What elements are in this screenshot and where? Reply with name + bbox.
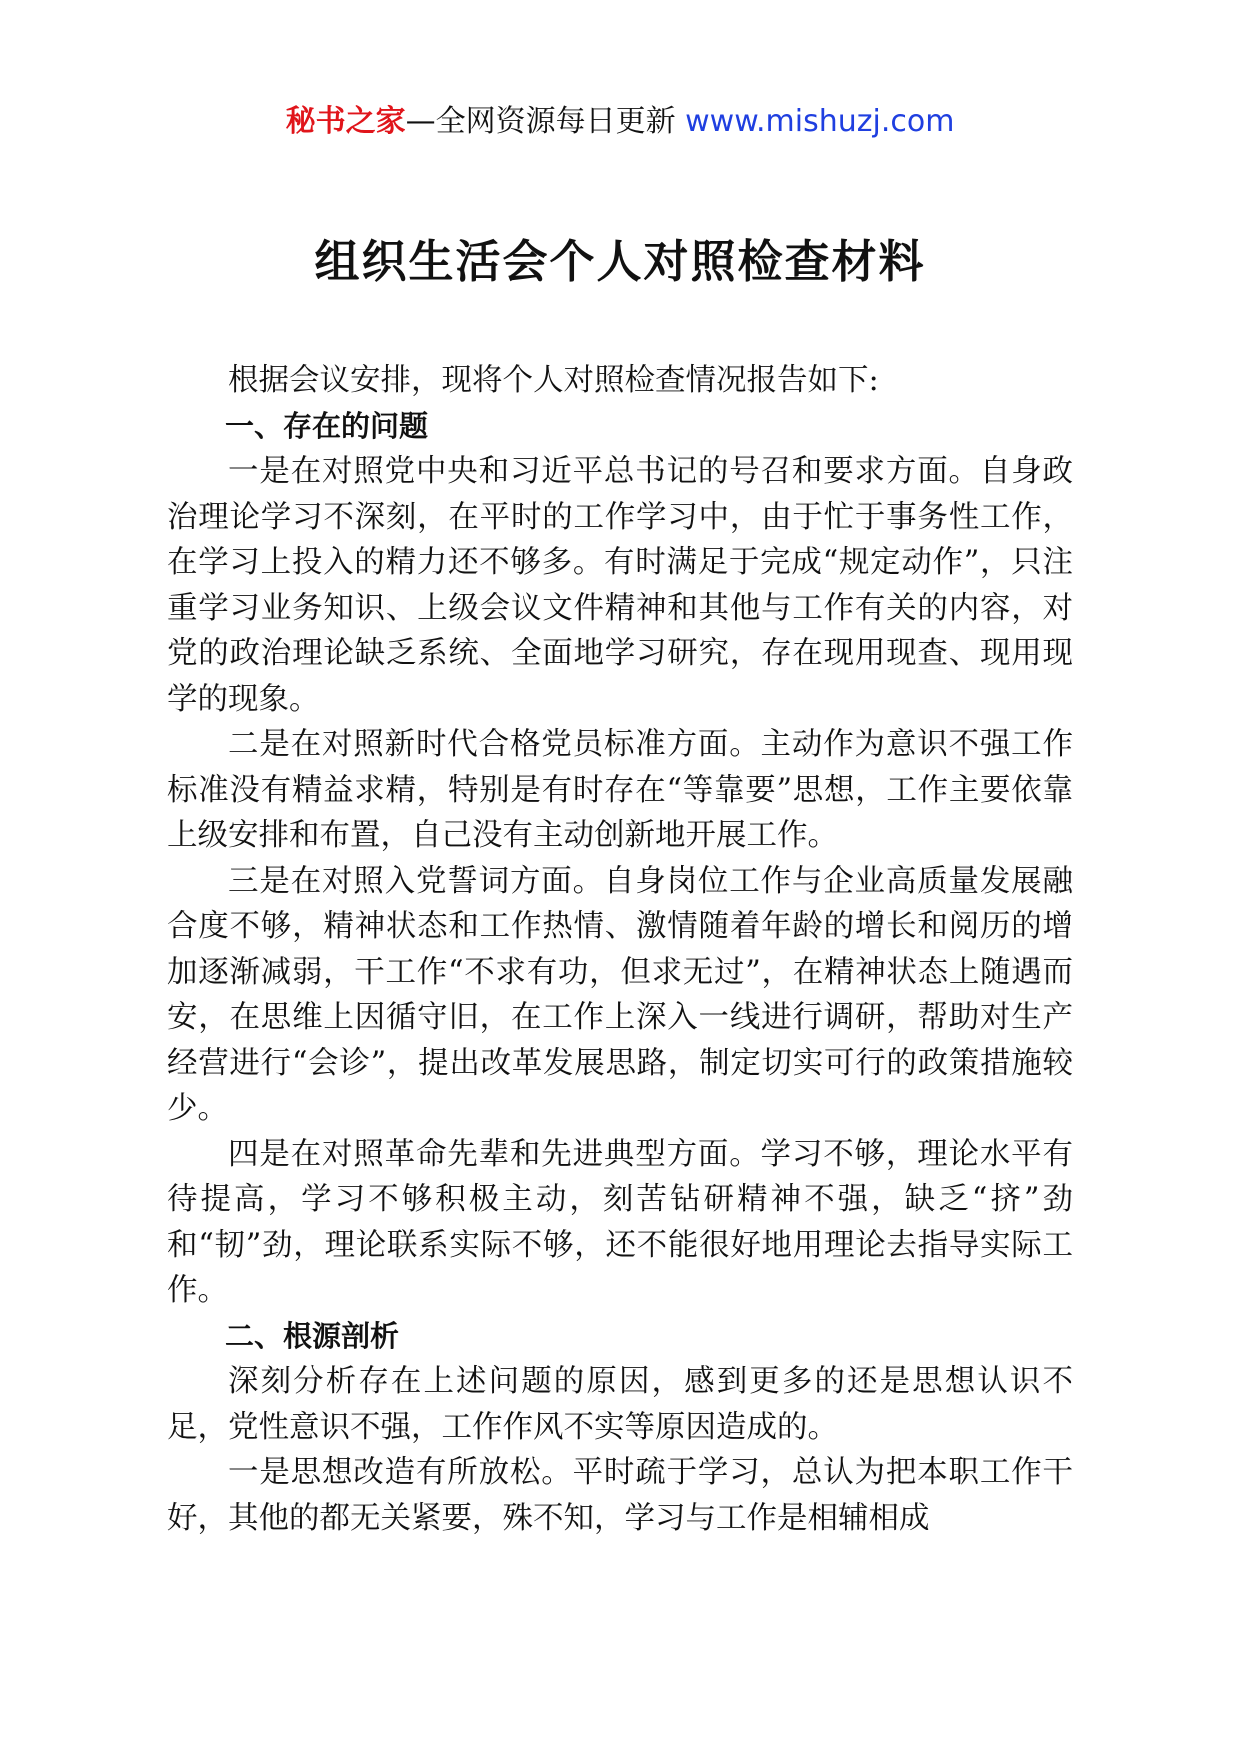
paragraph-cause-1: 一是思想改造有所放松。平时疏于学习，总认为把本职工作干好，其他的都无关紧要，殊不知，学习与工作是相辅相成 <box>167 1455 1073 1536</box>
paragraph-problem-1: 一是在对照党中央和习近平总书记的号召和要求方面。自身政治理论学习不深刻，在平时的工作学习中，由于忙于事务性工作，在学习上投入的精力还不够多。有时满足于完成“规定动作”，只注重学习业务知识、上级会议文件精神和其他与工作有关的内容，对党的政治理论缺乏系统、全面地学习研究，存在现用现查、现用现学的现象。 <box>167 454 1073 717</box>
intro-paragraph: 根据会议安排，现将个人对照检查情况报告如下: <box>228 363 879 398</box>
section-heading-problems: 一、存在的问题 <box>225 408 429 443</box>
document-body <box>167 358 1073 1541</box>
header-brand: 秘书之家 <box>285 104 406 139</box>
paragraph-problem-2: 二是在对照新时代合格党员标准方面。主动作为意识不强工作标准没有精益求精，特别是有时存在“等靠要”思想，工作主要依靠上级安排和布置，自己没有主动创新地开展工作。 <box>167 727 1073 853</box>
header-url-link[interactable]: www.mishuzj.com <box>685 104 955 139</box>
header-slogan: —全网资源每日更新 <box>405 104 676 139</box>
paragraph-cause-intro: 深刻分析存在上述问题的原因，感到更多的还是思想认识不足，党性意识不强，工作作风不实等原因造成的。 <box>167 1364 1073 1445</box>
document-title: 组织生活会个人对照检查材料 <box>314 235 926 288</box>
paragraph-problem-3: 三是在对照入党誓词方面。自身岗位工作与企业高质量发展融合度不够，精神状态和工作热情、激情随着年龄的增长和阅历的增加逐渐减弱，干工作“不求有功，但求无过”，在精神状态上随遇而安，在思维上因循守旧，在工作上深入一线进行调研，帮助对生产经营进行“会诊”，提出改革发展思路，制定切实可行的政策措施较少。 <box>167 863 1073 1126</box>
paragraph-problem-4: 四是在对照革命先辈和先进典型方面。学习不够，理论水平有待提高，学习不够积极主动，刻苦钻研精神不强，缺乏“挤”劲和“韧”劲，理论联系实际不够，还不能很好地用理论去指导实际工作。 <box>167 1136 1073 1308</box>
section-heading-root-cause: 二、根源剖析 <box>225 1318 400 1353</box>
site-header <box>0 100 1240 144</box>
